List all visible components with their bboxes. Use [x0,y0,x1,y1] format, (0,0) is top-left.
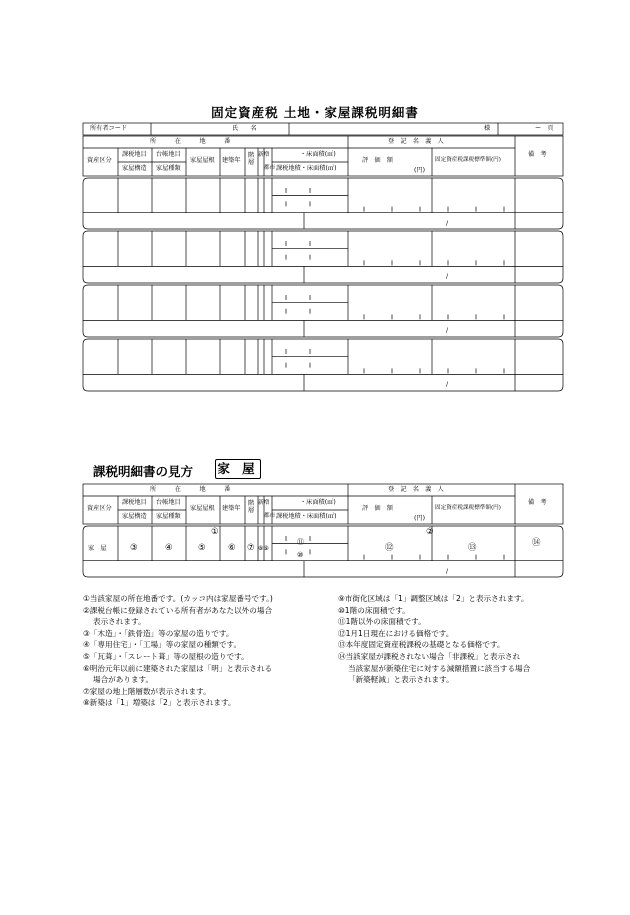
notes-right [338,593,530,686]
reg-land-header-2: 台帳地目 [156,499,181,506]
reg-land-header: 台帳地目 [156,151,181,158]
label-c4: ④ [165,543,173,553]
valuation-header: 評 価 額 [362,157,393,164]
data-block-2 [83,231,563,283]
name-label: 氏 名 [232,125,257,132]
note-1: ①当該家屋の所在地番です。(カッコ内は家屋番号です。) [83,594,273,603]
note-4: ④「専用住宅」・「工場」等の家屋の種類です。 [83,640,242,650]
label-c1: ① [211,527,219,537]
location-header: 所 在 地 番 [150,138,231,145]
roof-header: 家屋屋根 [190,157,215,164]
year-header: 建築年 [222,157,241,164]
note-14: ⑭当該家屋が課税されない場合「非課税」と表示され [338,651,521,661]
label-c5: ⑤ [198,543,206,553]
year-header-2: 建築年 [222,505,241,512]
tax-base-header-2: 固定資産税課税標準額(円) [435,505,501,511]
registrant-header: 登 記 名 義 人 [388,138,444,145]
slash-3: / [446,327,449,334]
tax-area-header-2: 課税地積・床面積(㎡) [276,513,337,520]
remarks-header: 備 考 [528,151,547,158]
floor-area-header: ・床面積(㎡) [300,151,336,158]
note-14-cont2: 「新築軽減」と表示されます。 [348,675,454,685]
note-14-cont: 当該家屋が新築住宅に対する減額措置に該当する場合 [348,663,531,673]
label-c89: ⑧⑨ [258,545,269,552]
valuation-header-2: 評 価 額 [362,505,393,512]
new-header: 新増 [258,152,270,158]
ledger-land-header-2: 課税地目 [122,499,147,506]
note-9: ⑨市街化区域は「1」調整区域は「2」と表示されます。 [338,594,529,603]
note-11: ⑪1階以外の床面積です。 [338,617,426,627]
floors-header: 階層 [248,152,255,166]
data-block-3 [83,285,563,337]
label-c7: ⑦ [247,543,255,553]
section-box: 家 屋 [215,459,261,479]
section-title: 課税明細書の見方 [93,464,194,479]
floors-header-2: 階層 [248,500,255,514]
yen-label-2: (円) [414,515,426,522]
kaoku-label: 家 屋 [88,545,107,552]
label-c11: ⑪ [297,538,304,546]
label-c3: ③ [130,543,138,553]
area-cat-header-2: 都市 [264,513,276,519]
slash-1: / [446,220,449,227]
ledger-struct-header: 家屋構造 [122,165,147,172]
asset-class-header-2: 資産区分 [87,505,112,512]
ledger-struct-header-2: 家屋構造 [122,513,147,520]
slash-2: / [446,273,449,280]
note-5: ⑤「瓦葺」・「スレート葺」等の屋根の造りです。 [83,651,249,661]
note-6: ⑥明治元年以前に建築された家屋は「明」と表示される [83,663,273,673]
data-block-4 [83,339,563,391]
slash-4: / [446,381,449,388]
header-row-frame [83,123,563,135]
label-c2: ② [426,527,434,537]
slash-5: / [446,568,449,575]
note-7: ⑦家屋の地上階層数が表示されます。 [83,686,211,696]
reg-kind-header: 家屋種類 [156,165,181,172]
example-block [83,526,563,577]
sama-label: 様 [484,125,491,132]
label-c10: ⑩ [297,551,304,559]
location-header-2: 所 在 地 番 [150,486,231,493]
label-c13: ⑬ [468,543,477,553]
page-label: ー 頁 [535,125,554,132]
owner-code-label: 所有者コード [90,125,128,132]
floor-area-header-2: ・床面積(㎡) [300,499,336,506]
note-10: ⑩1階の床面積です。 [338,605,410,615]
asset-class-header: 資産区分 [87,157,112,164]
yen-label: (円) [414,167,426,174]
label-c12: ⑫ [385,543,394,553]
new-header-2: 新増 [258,500,270,506]
registrant-header-2: 登 記 名 義 人 [388,486,444,493]
remarks-header-2: 備 考 [528,499,547,506]
tax-base-header: 固定資産税課税標準額(円) [435,157,501,163]
notes-left [83,593,273,709]
note-6-cont: 場合があります。 [93,675,154,685]
note-2-cont: 表示されます。 [93,617,146,627]
tax-area-header: 課税地積・床面積(㎡) [276,165,337,172]
note-3: ③「木造」・「鉄骨造」等の家屋の造りです。 [83,628,234,638]
label-c6: ⑥ [228,543,236,553]
ledger-land-header: 課税地目 [122,151,147,158]
area-cat-header: 都市 [264,165,276,171]
note-13: ⑬本年度固定資産税課税の基礎となる価格です。 [338,640,505,650]
note-2: ②課税台帳に登録されている所有者があなた以外の場合 [83,605,273,615]
label-c14: ⑭ [532,538,541,548]
page-title: 固定資産税 土地・家屋課税明細書 [211,105,419,120]
roof-header-2: 家屋屋根 [190,505,215,512]
data-block-1 [83,178,563,229]
reg-kind-header-2: 家屋種類 [156,513,181,520]
note-8: ⑧新築は「1」増築は「2」と表示されます。 [83,698,236,708]
note-12: ⑫1月1日現在における価格です。 [338,628,454,638]
